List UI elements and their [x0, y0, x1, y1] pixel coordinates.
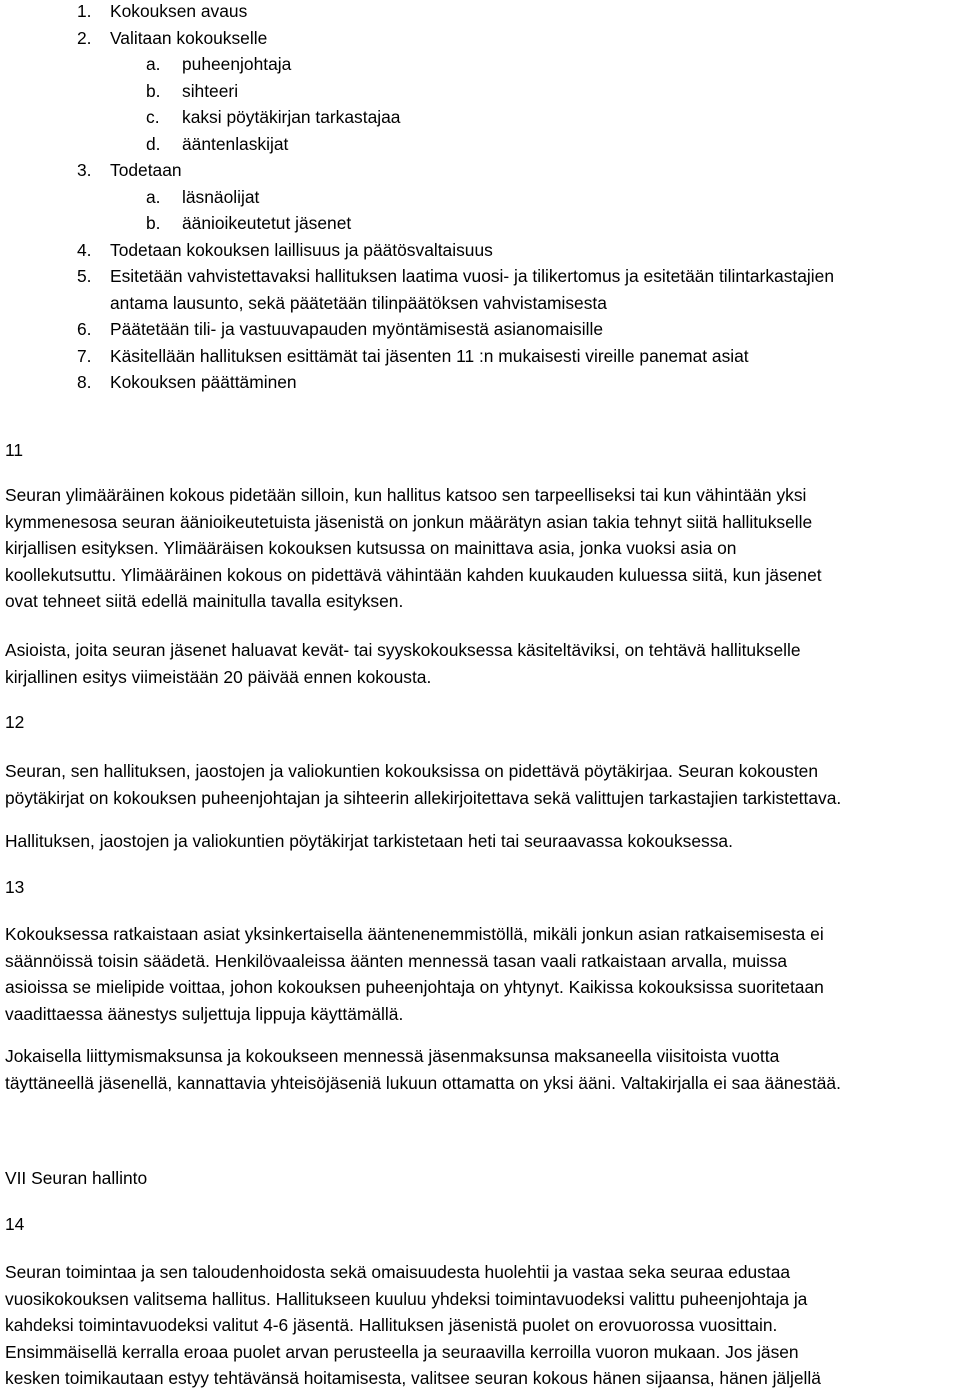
- sub-list-text: sihteeri: [182, 80, 239, 101]
- list-item: [0, 25, 960, 52]
- paragraph-line: kahdeksi toimintavuodeksi valitut 4-6 jäsentä. Hallituksen jäsenistä puolet on erovuorossa vuosittain.: [5, 1315, 778, 1335]
- list-item: [0, 316, 960, 343]
- section-heading-12: 12: [5, 712, 25, 732]
- sub-list-item: [0, 51, 960, 78]
- sub-list-letter: a.: [146, 54, 161, 74]
- list-text: Valitaan kokoukselle: [110, 27, 268, 48]
- section-12-paragraph-1: [5, 758, 955, 811]
- section-13-paragraph-2: [5, 1043, 955, 1096]
- paragraph-line: Seuran ylimääräinen kokous pidetään silloin, kun hallitus katsoo sen tarpeelliseksi tai kun vähintään yksi: [5, 485, 807, 505]
- list-text: Kokouksen avaus: [110, 1, 248, 21]
- section-heading-14: 14: [5, 1214, 25, 1234]
- paragraph-line: Ensimmäisellä kerralla eroaa puolet arvan perusteella ja seuraavilla kerroilla vuoron mukaan. Jos jäsen: [5, 1341, 799, 1362]
- sub-list-text: läsnäolijat: [182, 186, 260, 207]
- list-text: Kokouksen päättäminen: [110, 372, 297, 392]
- sub-list-text: ääntenlaskijat: [182, 133, 289, 154]
- list-text: Käsitellään hallituksen esittämät tai jäsenten 11 :n mukaisesti vireille panemat asiat: [110, 345, 749, 366]
- paragraph-line: Jokaisella liittymismaksunsa ja kokoukseen mennessä jäsenmaksunsa maksaneella viisitoista vuotta: [5, 1046, 780, 1066]
- paragraph-line: säännöissä toisin säädetä. Henkilövaaleissa äänten mennessä tasan vaali ratkaistaan arvalla, muissa: [5, 950, 788, 971]
- list-item: [0, 157, 960, 184]
- list-number: 5.: [77, 266, 92, 286]
- sub-list-text: kaksi pöytäkirjan tarkastajaa: [182, 107, 401, 127]
- section-11-paragraph-1: [5, 482, 955, 615]
- paragraph-line: Seuran, sen hallituksen, jaostojen ja valiokuntien kokouksissa on pidettävä pöytäkirjaa. Seuran kokousten: [5, 761, 819, 781]
- paragraph-line: vaadittaessa äänestys suljettuja lippuja käyttämällä.: [5, 1003, 404, 1024]
- section-11-paragraph-2: [5, 637, 955, 690]
- list-number: 8.: [77, 372, 92, 392]
- paragraph-line: vuosikokouksen valitsema hallitus. Hallitukseen kuuluu yhdeksi toimintavuodeksi valittu puheenjohtaja ja: [5, 1288, 808, 1309]
- list-item: [0, 343, 960, 370]
- list-number: 7.: [77, 345, 92, 366]
- section-heading-13: 13: [5, 877, 25, 897]
- sub-list-letter: a.: [146, 186, 161, 207]
- list-text: Todetaan: [110, 160, 182, 180]
- list-number: 6.: [77, 319, 92, 339]
- agenda-list: [0, 0, 960, 396]
- paragraph-line: täyttäneellä jäsenellä, kannattavia yhteisöjäseniä lukuun ottamatta on yksi ääni. Valtakirjalla ei saa äänestää.: [5, 1072, 841, 1093]
- paragraph-line: Kokouksessa ratkaistaan asiat yksinkertaisella ääntenenemmistöllä, mikäli jonkun asian ratkaisemisesta ei: [5, 924, 824, 944]
- sub-list-letter: b.: [146, 80, 161, 101]
- section-heading-11: 11: [5, 440, 24, 460]
- sub-list-letter: b.: [146, 213, 161, 233]
- paragraph-line: kesken toimikautaan estyy tehtävänsä hoitamisesta, valitsee seuran kokous hänen sijaansa, hänen jäljellä: [5, 1368, 821, 1388]
- sub-list-text: puheenjohtaja: [182, 54, 292, 74]
- list-number: 2.: [77, 27, 92, 48]
- list-number: 1.: [77, 1, 92, 21]
- paragraph-line: Seuran toimintaa ja sen taloudenhoidosta sekä omaisuudesta huolehtii ja vastaa seka seuraa edustaa: [5, 1262, 791, 1282]
- list-text: Päätetään tili- ja vastuuvapauden myöntämisestä asianomaisille: [110, 319, 604, 339]
- list-text: Todetaan kokouksen laillisuus ja päätösvaltaisuus: [110, 239, 493, 260]
- paragraph-line: asioissa se mielipide voittaa, johon kokouksen puheenjohtaja on yhtynyt. Kaikissa kokouksissa suoritetaan: [5, 977, 824, 997]
- sub-list-item: [0, 78, 960, 105]
- list-number: 3.: [77, 160, 92, 180]
- sub-list-item: [0, 184, 960, 211]
- section-12-paragraph-2: [5, 828, 955, 855]
- sub-list-text: äänioikeutetut jäsenet: [182, 213, 352, 233]
- list-number: 4.: [77, 239, 92, 260]
- paragraph-line: kymmenesosa seuran äänioikeutetuista jäsenistä on jonkun määrätyn asian takia tehnyt siitä hallitukselle: [5, 511, 813, 532]
- sub-list-item: [0, 104, 960, 131]
- paragraph-line: koollekutsuttu. Ylimääräinen kokous on pidettävä vähintään kahden kuukauden kuluessa siitä, kun jäsenet: [5, 564, 822, 585]
- list-text-continuation: antama lausunto, sekä päätetään tilinpäätöksen vahvistamisesta: [110, 292, 607, 313]
- paragraph-line: Asioista, joita seuran jäsenet haluavat kevät- tai syyskokouksessa käsiteltäviksi, on tehtävä hallitukselle: [5, 640, 801, 660]
- section-14-paragraph-1: [5, 1259, 955, 1392]
- sub-list-item: [0, 131, 960, 158]
- paragraph-line: kirjallinen esitys viimeistään 20 päivää ennen kokousta.: [5, 666, 432, 687]
- section-13-paragraph-1: [5, 921, 955, 1027]
- list-item: [0, 369, 960, 396]
- list-item: [0, 263, 960, 290]
- chapter-heading: VII Seuran hallinto: [5, 1168, 148, 1188]
- paragraph-line: pöytäkirjat on kokouksen puheenjohtajan ja sihteerin allekirjoitettava sekä valittujen tarkastajien tarkistettava.: [5, 787, 842, 808]
- paragraph-line: ovat tehneet siitä edellä mainitulla tavalla esityksen.: [5, 591, 404, 611]
- sub-list-item: [0, 210, 960, 237]
- sub-list-letter: d.: [146, 133, 161, 154]
- list-item: [0, 0, 960, 25]
- sub-list-letter: c.: [146, 107, 160, 127]
- paragraph-line: Hallituksen, jaostojen ja valiokuntien pöytäkirjat tarkistetaan heti tai seuraavassa kokouksessa.: [5, 831, 733, 851]
- list-item: [0, 237, 960, 264]
- list-text: Esitetään vahvistettavaksi hallituksen laatima vuosi- ja tilikertomus ja esitetään tilintarkastajien: [110, 266, 834, 286]
- paragraph-line: kirjallisen esityksen. Ylimääräisen kokouksen kutsussa on mainittava asia, jonka vuoksi asia on: [5, 538, 737, 558]
